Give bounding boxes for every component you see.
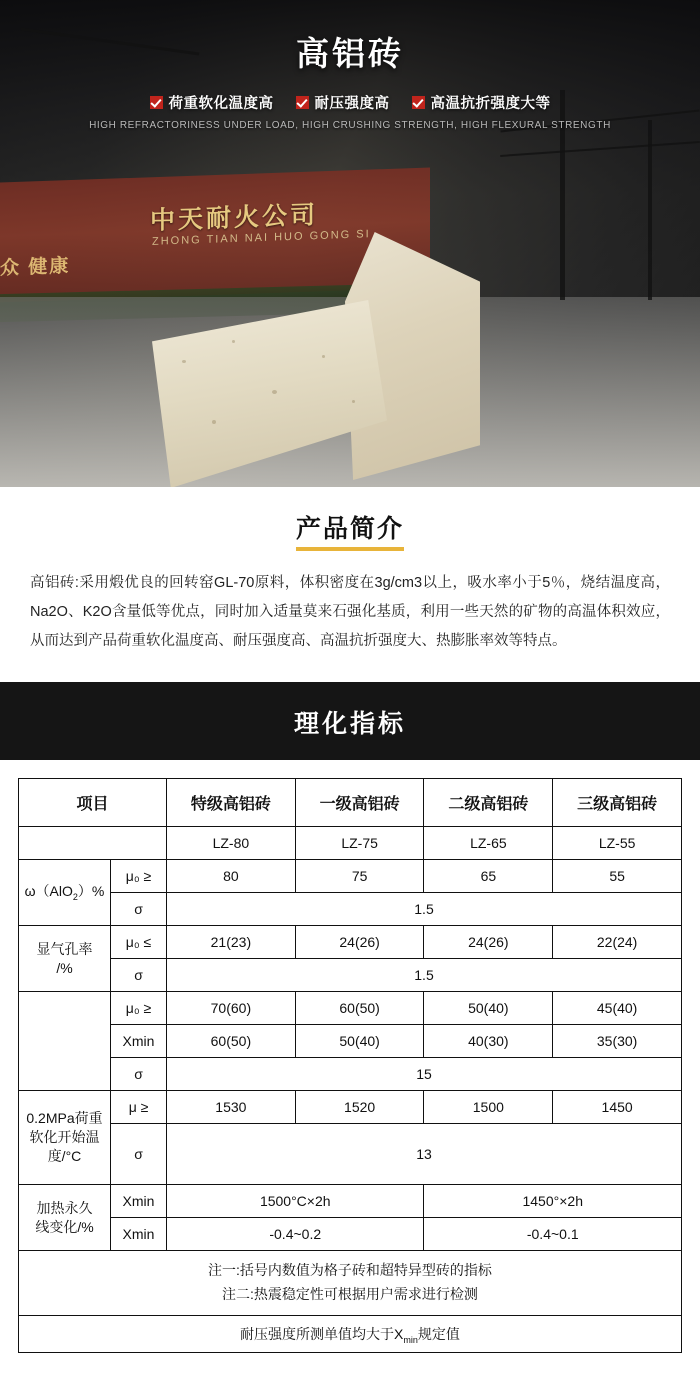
- table-header-row: [19, 779, 682, 827]
- row-label-plc: 加热永久 线变化/%: [19, 1185, 111, 1251]
- cell-grade-code: LZ-55: [553, 827, 682, 860]
- cell-grade-code: LZ-80: [167, 827, 296, 860]
- feature-label: 耐压强度高: [314, 96, 390, 112]
- value-cell: 50(40): [295, 1025, 424, 1058]
- intro-heading: 产品简介: [296, 509, 404, 551]
- value-cell: 22(24): [553, 926, 682, 959]
- value-cell: 40(30): [424, 1025, 553, 1058]
- cell-grade-code: LZ-75: [295, 827, 424, 860]
- symbol-cell: μ₀ ≥: [111, 860, 167, 893]
- table-row: [19, 926, 682, 959]
- value-cell: 60(50): [167, 1025, 296, 1058]
- feature-item: [412, 92, 551, 113]
- value-cell: 50(40): [424, 992, 553, 1025]
- table-row: [19, 860, 682, 893]
- table-row: [19, 1058, 682, 1091]
- table-row: [19, 959, 682, 992]
- symbol-cell: σ: [111, 893, 167, 926]
- value-cell: 55: [553, 860, 682, 893]
- value-cell: 60(50): [295, 992, 424, 1025]
- symbol-cell: Xmin: [111, 1218, 167, 1251]
- table-footer-row: [19, 1315, 682, 1353]
- table-row: [19, 1185, 682, 1218]
- table-notes-row: [19, 1251, 682, 1316]
- spec-table-wrapper: [0, 760, 700, 1375]
- row-label-strength: [19, 992, 111, 1091]
- row-label-rul: 0.2MPa荷重 软化开始温 度/°C: [19, 1091, 111, 1185]
- check-icon: [296, 96, 309, 109]
- value-cell: 70(60): [167, 992, 296, 1025]
- table-row: [19, 1218, 682, 1251]
- check-icon: [412, 96, 425, 109]
- symbol-cell: μ₀ ≥: [111, 992, 167, 1025]
- spec-section-header: [0, 682, 700, 760]
- header-cell-grade-3: 二级高铝砖: [424, 779, 553, 827]
- note-line-2: 注二:热震稳定性可根据用户需求进行检测: [222, 1285, 478, 1302]
- cell-empty: [19, 827, 167, 860]
- value-cell-pair: 1500°C×2h: [167, 1185, 424, 1218]
- table-row: [19, 893, 682, 926]
- value-cell-merged: 1.5: [167, 893, 682, 926]
- value-cell: 45(40): [553, 992, 682, 1025]
- value-cell: 1520: [295, 1091, 424, 1124]
- product-intro-section: [0, 487, 700, 682]
- value-cell-merged: 13: [167, 1124, 682, 1185]
- intro-body-text: 高铝砖:采用煅优良的回转窑GL-70原料，体积密度在3g/cm3以上，吸水率小于5％，烧结温度高，Na2O、K2O含量低等优点，同时加入适量莫来石强化基质，利用一些天然的矿物的高温体积效应，从而达到产品荷重软化温度高、耐压强度高、高温抗折强度大、热膨胀率效等特点。: [30, 575, 670, 649]
- table-row: [19, 1124, 682, 1185]
- value-cell-merged: 15: [167, 1058, 682, 1091]
- table-row: [19, 1091, 682, 1124]
- table-row-grade-codes: [19, 827, 682, 860]
- feature-label: 高温抗折强度大等: [430, 96, 551, 112]
- value-cell-merged: 1.5: [167, 959, 682, 992]
- header-cell-item: 项目: [19, 779, 167, 827]
- value-cell: 35(30): [553, 1025, 682, 1058]
- factory-sign-pinyin: ZHONG TIAN NAI HUO GONG SI: [152, 228, 371, 248]
- value-cell: 24(26): [295, 926, 424, 959]
- value-cell: 80: [167, 860, 296, 893]
- table-footer-note: 耐压强度所测单值均大于$X_{min}$规定值: [19, 1315, 682, 1353]
- spec-table: [18, 778, 682, 1353]
- value-cell: 75: [295, 860, 424, 893]
- feature-item: [296, 92, 390, 113]
- feature-item: [150, 92, 274, 113]
- symbol-cell: σ: [111, 959, 167, 992]
- row-label-alumina: ω（AlO$_2$）%: [19, 860, 111, 926]
- factory-sign-text: 中天耐火公司: [150, 201, 319, 235]
- value-cell: 65: [424, 860, 553, 893]
- note-line-1: 注一:括号内数值为格子砖和超特异型砖的指标: [208, 1262, 492, 1278]
- value-cell-pair: -0.4~0.2: [167, 1218, 424, 1251]
- value-cell-pair: 1450°×2h: [424, 1185, 682, 1218]
- table-notes: [19, 1251, 682, 1316]
- value-cell: 1530: [167, 1091, 296, 1124]
- check-icon: [150, 96, 163, 109]
- value-cell: 1450: [553, 1091, 682, 1124]
- value-cell: 24(26): [424, 926, 553, 959]
- header-cell-grade-4: 三级高铝砖: [553, 779, 682, 827]
- value-cell: 21(23): [167, 926, 296, 959]
- table-row: [19, 1025, 682, 1058]
- row-label-porosity: 显气孔率 /%: [19, 926, 111, 992]
- symbol-cell: μ₀ ≤: [111, 926, 167, 959]
- hero-subtitle: HIGH REFRACTORINESS UNDER LOAD, HIGH CRUSHING STRENGTH, HIGH FLEXURAL STRENGTH: [89, 120, 611, 131]
- header-cell-grade-1: 特级高铝砖: [167, 779, 296, 827]
- symbol-cell: μ ≥: [111, 1091, 167, 1124]
- page-title: 高铝砖: [296, 35, 404, 72]
- symbol-cell: σ: [111, 1058, 167, 1091]
- table-row: [19, 992, 682, 1025]
- cell-grade-code: LZ-65: [424, 827, 553, 860]
- symbol-cell: Xmin: [111, 1185, 167, 1218]
- header-cell-grade-2: 一级高铝砖: [295, 779, 424, 827]
- value-cell-pair: -0.4~0.1: [424, 1218, 682, 1251]
- feature-list: [0, 92, 700, 113]
- hero-banner: [0, 0, 700, 487]
- utility-pole-2: [648, 120, 652, 300]
- factory-secondary-sign: 众 健康: [0, 255, 71, 280]
- symbol-cell: σ: [111, 1124, 167, 1185]
- symbol-cell: Xmin: [111, 1025, 167, 1058]
- feature-label: 荷重软化温度高: [168, 96, 274, 112]
- value-cell: 1500: [424, 1091, 553, 1124]
- spec-heading: 理化指标: [293, 710, 406, 738]
